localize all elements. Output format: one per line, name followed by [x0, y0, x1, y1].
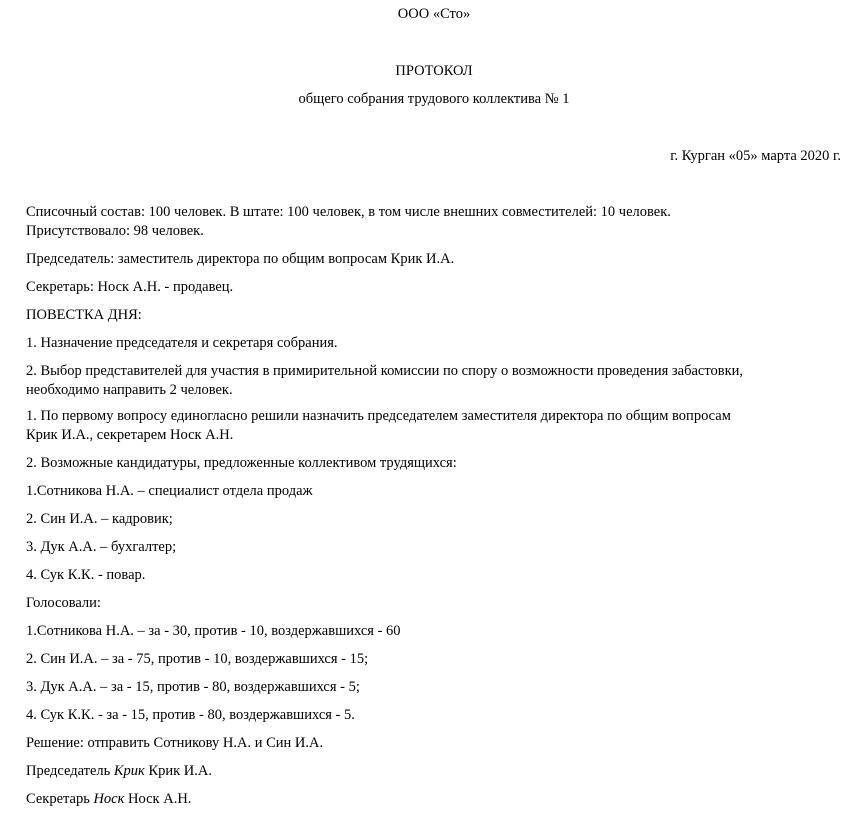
- agenda-item-2-line-1: 2. Выбор представителей для участия в примирительной комиссии по спору о возможности проведения забастовки,: [26, 363, 744, 379]
- document-title: ПРОТОКОЛ: [395, 63, 473, 79]
- secretary-signature: Носк: [93, 791, 125, 807]
- vote-result: 3. Дук А.А. – за - 15, против - 80, воздержавшихся - 5;: [26, 679, 360, 695]
- candidates-heading: 2. Возможные кандидатуры, предложенные коллективом трудящихся:: [26, 455, 457, 471]
- candidate-item: 1.Сотникова Н.А. – специалист отдела продаж: [26, 483, 313, 499]
- secretary-line: Секретарь: Носк А.Н. - продавец.: [26, 279, 234, 295]
- secretary-signature-name: Носк А.Н.: [124, 791, 192, 807]
- voting-heading: Голосовали:: [26, 595, 101, 611]
- decision-1-line-1: 1. По первому вопросу единогласно решили назначить председателем заместителя директора по общим вопросам: [26, 408, 731, 424]
- secretary-signature-line: [26, 790, 826, 809]
- vote-result: 1.Сотникова Н.А. – за - 30, против - 10, воздержавшихся - 60: [26, 623, 401, 639]
- composition-line-2: Присутствовало: 98 человек.: [26, 223, 204, 239]
- chairman-line: Председатель: заместитель директора по общим вопросам Крик И.А.: [26, 251, 455, 267]
- composition-line-1: Списочный состав: 100 человек. В штате: 100 человек, в том числе внешних совместителей: 10 человек.: [26, 204, 671, 220]
- candidate-item: 2. Син И.А. – кадровик;: [26, 511, 173, 527]
- secretary-signature-label: Секретарь: [26, 791, 94, 807]
- organization-name: ООО «Сто»: [397, 6, 471, 22]
- vote-result: 2. Син И.А. – за - 75, против - 10, воздержавшихся - 15;: [26, 651, 369, 667]
- chairman-signature-line: [26, 762, 826, 781]
- document-subtitle: общего собрания трудового коллектива № 1: [298, 91, 570, 107]
- resolution-line: Решение: отправить Сотникову Н.А. и Син И.А.: [26, 735, 324, 751]
- candidate-item: 4. Сук К.К. - повар.: [26, 567, 146, 583]
- agenda-item-2-line-2: необходимо направить 2 человек.: [26, 382, 233, 398]
- decision-1-line-2: Крик И.А., секретарем Носк А.Н.: [26, 427, 234, 443]
- vote-result: 4. Сук К.К. - за - 15, против - 80, воздержавшихся - 5.: [26, 707, 355, 723]
- chairman-signature-label: Председатель: [26, 763, 114, 779]
- place-and-date: г. Курган «05» марта 2020 г.: [670, 148, 841, 164]
- chairman-signature: Крик: [113, 763, 145, 779]
- candidate-item: 3. Дук А.А. – бухгалтер;: [26, 539, 177, 555]
- chairman-signature-name: Крик И.А.: [144, 763, 212, 779]
- agenda-heading: ПОВЕСТКА ДНЯ:: [26, 307, 142, 323]
- agenda-item-1: 1. Назначение председателя и секретаря собрания.: [26, 335, 338, 351]
